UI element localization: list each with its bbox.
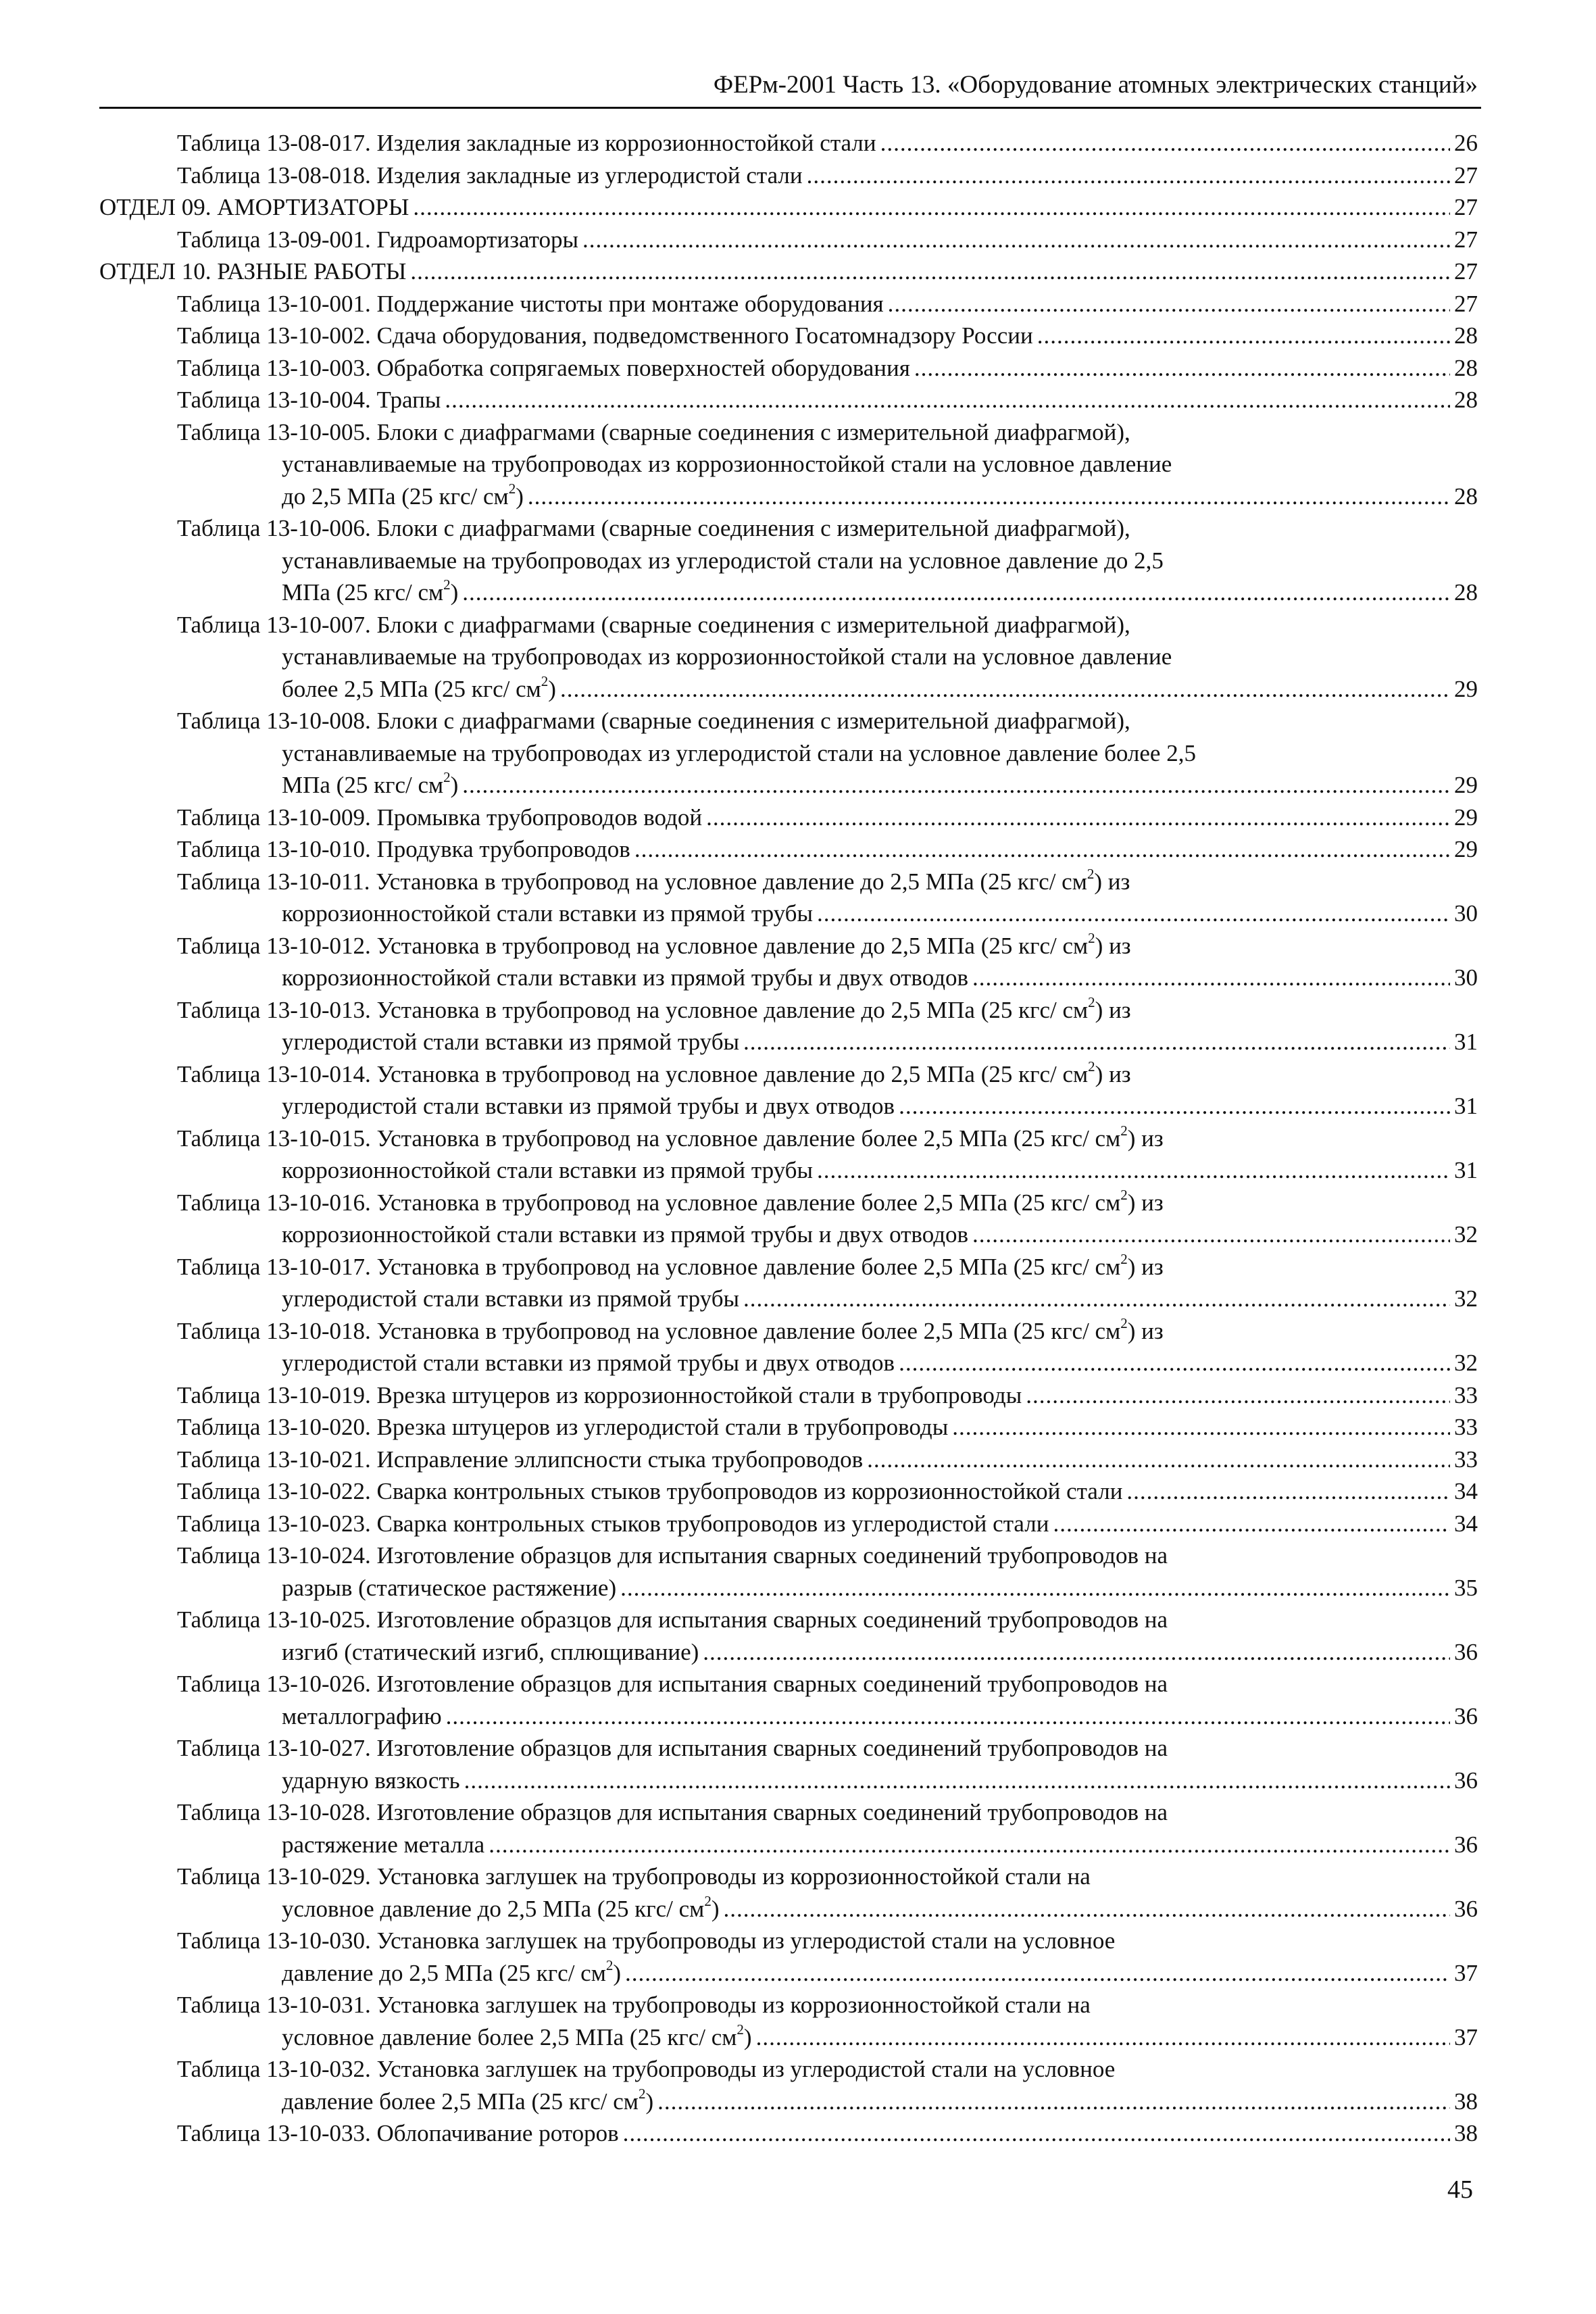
dot-leader — [867, 1444, 1450, 1476]
toc-page-number: 28 — [1454, 579, 1478, 606]
toc-entry-text: металлографию — [282, 1702, 442, 1729]
toc-entry-line — [99, 609, 1478, 641]
toc-entry-text: до 2,5 МПа (25 кгс/ $см^2$) — [282, 480, 524, 510]
table-of-contents — [99, 127, 1478, 2150]
dot-leader — [464, 1765, 1450, 1797]
toc-table-entry — [99, 930, 1478, 994]
toc-table-entry — [99, 1315, 1478, 1379]
dot-leader — [1126, 1475, 1450, 1508]
toc-entry-line — [99, 1989, 1478, 2021]
toc-page-number: 36 — [1454, 1638, 1478, 1665]
toc-page-number: 33 — [1454, 1446, 1478, 1473]
toc-entry-line — [99, 1444, 1478, 1476]
toc-entry-line — [99, 1123, 1478, 1155]
toc-entry-text: Таблица 13-10-005. Блоки с диафрагмами (сварные соединения с измерительной диафрагмой), — [177, 418, 1130, 445]
toc-table-entry — [99, 159, 1478, 192]
toc-entry-text: ОТДЕЛ 09. АМОРТИЗАТОРЫ — [99, 194, 409, 220]
toc-table-entry — [99, 1058, 1478, 1123]
toc-table-entry — [99, 1123, 1478, 1187]
toc-table-entry — [99, 2117, 1478, 2150]
toc-page-number: 27 — [1454, 290, 1478, 317]
dot-leader — [899, 1347, 1450, 1379]
dot-leader — [703, 1636, 1450, 1669]
toc-page-number: 31 — [1454, 1093, 1478, 1119]
dot-leader — [817, 1154, 1450, 1187]
toc-entry-text: Таблица 13-10-012. Установка в трубопровод на условное давление до 2,5 МПа (25 кгс/ $см^2$) из — [177, 929, 1131, 959]
toc-entry-line — [99, 2086, 1478, 2118]
toc-page-number: 38 — [1454, 2088, 1478, 2115]
toc-table-entry — [99, 866, 1478, 930]
toc-entry-line — [99, 1026, 1478, 1058]
toc-entry-line — [99, 1508, 1478, 1540]
toc-entry-text: Таблица 13-10-009. Промывка трубопроводов водой — [177, 804, 703, 831]
toc-entry-text: растяжение металла — [282, 1831, 485, 1858]
toc-entry-text: изгиб (статический изгиб, сплющивание) — [282, 1638, 699, 1665]
dot-leader — [723, 1893, 1450, 1925]
toc-entry-text: ударную вязкость — [282, 1767, 460, 1794]
toc-entry-line — [99, 641, 1478, 673]
dot-leader — [413, 191, 1450, 224]
toc-page-number: 27 — [1454, 162, 1478, 189]
toc-entry-text: Таблица 13-10-029. Установка заглушек на трубопроводы из коррозионностойкой стали на — [177, 1863, 1091, 1890]
toc-entry-line — [99, 1668, 1478, 1700]
toc-table-entry — [99, 1411, 1478, 1444]
toc-page-number: 33 — [1454, 1381, 1478, 1408]
toc-entry-text: коррозионностойкой стали вставки из прямой трубы и двух отводов — [282, 1221, 969, 1248]
toc-entry-text: Таблица 13-10-004. Трапы — [177, 387, 441, 413]
toc-entry-text: устанавливаемые на трубопроводах из коррозионностойкой стали на условное давление — [282, 451, 1172, 477]
toc-entry-text: устанавливаемые на трубопроводах из коррозионностойкой стали на условное давление — [282, 643, 1172, 670]
dot-leader — [743, 1026, 1450, 1058]
toc-entry-line — [99, 1315, 1478, 1348]
toc-page-number: 32 — [1454, 1350, 1478, 1376]
toc-entry-text: Таблица 13-10-008. Блоки с диафрагмами (сварные соединения с измерительной диафрагмой), — [177, 708, 1130, 734]
toc-table-entry — [99, 1187, 1478, 1251]
dot-leader — [620, 1572, 1450, 1604]
toc-page-number: 31 — [1454, 1157, 1478, 1183]
toc-entry-line — [99, 897, 1478, 930]
toc-entry-text: Таблица 13-10-030. Установка заглушек на трубопроводы из углеродистой стали на условное — [177, 1927, 1116, 1954]
toc-table-entry — [99, 802, 1478, 834]
toc-page-number: 34 — [1454, 1510, 1478, 1537]
toc-entry-line — [99, 255, 1478, 288]
header-rule — [99, 107, 1481, 109]
toc-page-number: 33 — [1454, 1414, 1478, 1440]
toc-entry-text: Таблица 13-10-017. Установка в трубопровод на условное давление более 2,5 МПа (25 кгс/ $см^2$) из — [177, 1250, 1164, 1280]
toc-entry-line — [99, 962, 1478, 994]
toc-entry-line — [99, 1218, 1478, 1251]
toc-entry-line — [99, 416, 1478, 449]
toc-page-number: 32 — [1454, 1221, 1478, 1248]
toc-entry-text: разрыв (статическое растяжение) — [282, 1574, 617, 1601]
toc-page-number: 29 — [1454, 675, 1478, 702]
toc-entry-line — [99, 1379, 1478, 1412]
toc-table-entry — [99, 1444, 1478, 1476]
toc-entry-line — [99, 1732, 1478, 1765]
dot-leader — [462, 576, 1450, 609]
dot-leader — [888, 288, 1450, 320]
toc-table-entry — [99, 1475, 1478, 1508]
toc-entry-text: Таблица 13-10-006. Блоки с диафрагмами (сварные соединения с измерительной диафрагмой), — [177, 515, 1130, 541]
toc-page-number: 36 — [1454, 1895, 1478, 1922]
toc-entry-line — [99, 705, 1478, 737]
toc-page-number: 38 — [1454, 2120, 1478, 2146]
toc-page-number: 37 — [1454, 1959, 1478, 1986]
toc-entry-text: Таблица 13-10-031. Установка заглушек на трубопроводы из коррозионностойкой стали на — [177, 1992, 1091, 2018]
toc-entry-text: давление более 2,5 МПа (25 кгс/ $см^2$) — [282, 2085, 654, 2115]
dot-leader — [899, 1090, 1450, 1123]
toc-table-entry — [99, 224, 1478, 256]
dot-leader — [446, 1700, 1450, 1733]
toc-entry-line — [99, 352, 1478, 385]
dot-leader — [634, 833, 1450, 866]
dot-leader — [462, 769, 1450, 802]
toc-table-entry — [99, 1604, 1478, 1668]
toc-entry-text: МПа (25 кгс/ $см^2$) — [282, 769, 459, 798]
dot-leader — [807, 159, 1450, 192]
toc-entry-line — [99, 802, 1478, 834]
toc-page-number: 27 — [1454, 194, 1478, 220]
toc-entry-text: Таблица 13-10-026. Изготовление образцов для испытания сварных соединений трубопроводов на — [177, 1671, 1168, 1697]
toc-entry-line — [99, 1893, 1478, 1925]
toc-table-entry — [99, 352, 1478, 385]
toc-entry-line — [99, 1925, 1478, 1957]
toc-entry-line — [99, 288, 1478, 320]
toc-entry-text: более 2,5 МПа (25 кгс/ $см^2$) — [282, 672, 556, 702]
toc-entry-line — [99, 1861, 1478, 1893]
toc-page-number: 28 — [1454, 483, 1478, 510]
toc-entry-text: Таблица 13-10-001. Поддержание чистоты при монтаже оборудования — [177, 290, 884, 317]
toc-entry-text: устанавливаемые на трубопроводах из углеродистой стали на условное давление более 2,5 — [282, 739, 1196, 766]
toc-entry-line — [99, 866, 1478, 898]
toc-entry-text: Таблица 13-10-033. Облопачивание роторов — [177, 2120, 619, 2146]
toc-table-entry — [99, 288, 1478, 320]
dot-leader — [1053, 1508, 1450, 1540]
toc-entry-text: Таблица 13-10-028. Изготовление образцов для испытания сварных соединений трубопроводов на — [177, 1799, 1168, 1825]
dot-leader — [625, 1957, 1450, 1990]
toc-table-entry — [99, 1861, 1478, 1925]
toc-page-number: 26 — [1454, 130, 1478, 156]
running-header: ФЕРм-2001 Часть 13. «Оборудование атомных электрических станций» — [713, 71, 1478, 99]
toc-page-number: 37 — [1454, 2023, 1478, 2050]
dot-leader — [914, 352, 1450, 385]
toc-entry-text: Таблица 13-10-007. Блоки с диафрагмами (сварные соединения с измерительной диафрагмой), — [177, 611, 1130, 638]
toc-entry-line — [99, 1636, 1478, 1669]
toc-page-number: 31 — [1454, 1029, 1478, 1055]
toc-entry-text: Таблица 13-10-027. Изготовление образцов для испытания сварных соединений трубопроводов на — [177, 1735, 1168, 1761]
toc-table-entry — [99, 1989, 1478, 2053]
toc-table-entry — [99, 127, 1478, 159]
toc-table-entry — [99, 1508, 1478, 1540]
toc-entry-line — [99, 1957, 1478, 1990]
toc-entry-line — [99, 1058, 1478, 1091]
toc-entry-line — [99, 1796, 1478, 1829]
toc-entry-text: ОТДЕЛ 10. РАЗНЫЕ РАБОТЫ — [99, 258, 407, 285]
toc-entry-line — [99, 1700, 1478, 1733]
toc-entry-line — [99, 2021, 1478, 2054]
toc-entry-text: Таблица 13-10-003. Обработка сопрягаемых поверхностей оборудования — [177, 354, 910, 381]
toc-entry-line — [99, 1283, 1478, 1315]
dot-leader — [1037, 320, 1450, 352]
toc-entry-line — [99, 994, 1478, 1027]
toc-entry-text: Таблица 13-10-014. Установка в трубопровод на условное давление до 2,5 МПа (25 кгс/ $см^2$) из — [177, 1058, 1131, 1087]
toc-entry-line — [99, 384, 1478, 416]
toc-entry-text: Таблица 13-08-017. Изделия закладные из коррозионностойкой стали — [177, 130, 876, 156]
toc-entry-line — [99, 1765, 1478, 1797]
toc-table-entry — [99, 416, 1478, 513]
dot-leader — [880, 127, 1450, 159]
toc-entry-text: Таблица 13-08-018. Изделия закладные из углеродистой стали — [177, 162, 803, 189]
dot-leader — [743, 1283, 1450, 1315]
toc-section-entry — [99, 191, 1478, 224]
toc-entry-line — [99, 833, 1478, 866]
toc-entry-line — [99, 159, 1478, 192]
toc-table-entry — [99, 512, 1478, 609]
toc-entry-line — [99, 1347, 1478, 1379]
page-number: 45 — [1447, 2175, 1473, 2204]
toc-page-number: 28 — [1454, 322, 1478, 349]
toc-page-number: 36 — [1454, 1831, 1478, 1858]
toc-entry-text: МПа (25 кгс/ $см^2$) — [282, 576, 459, 606]
toc-entry-line — [99, 1090, 1478, 1123]
toc-entry-line — [99, 448, 1478, 481]
toc-entry-line — [99, 673, 1478, 706]
toc-entry-text: устанавливаемые на трубопроводах из углеродистой стали на условное давление до 2,5 — [282, 547, 1164, 574]
toc-table-entry — [99, 1668, 1478, 1732]
toc-entry-text: углеродистой стали вставки из прямой трубы — [282, 1029, 740, 1055]
toc-entry-line — [99, 1604, 1478, 1636]
dot-leader — [756, 2021, 1450, 2054]
toc-entry-text: Таблица 13-10-018. Установка в трубопровод на условное давление более 2,5 МПа (25 кгс/ $см^2$) из — [177, 1314, 1164, 1344]
toc-page-number: 32 — [1454, 1285, 1478, 1312]
dot-leader — [582, 224, 1450, 256]
toc-entry-line — [99, 1540, 1478, 1572]
toc-entry-text: коррозионностойкой стали вставки из прямой трубы и двух отводов — [282, 964, 969, 991]
toc-table-entry — [99, 1540, 1478, 1604]
toc-section-entry — [99, 255, 1478, 288]
toc-table-entry — [99, 1796, 1478, 1861]
toc-entry-text: Таблица 13-10-011. Установка в трубопровод на условное давление до 2,5 МПа (25 кгс/ $см^2$) из — [177, 865, 1130, 895]
toc-page-number: 28 — [1454, 354, 1478, 381]
toc-entry-text: Таблица 13-10-025. Изготовление образцов для испытания сварных соединений трубопроводов на — [177, 1606, 1168, 1633]
toc-page-number: 28 — [1454, 387, 1478, 413]
toc-entry-line — [99, 545, 1478, 577]
toc-entry-line — [99, 1187, 1478, 1219]
toc-entry-line — [99, 737, 1478, 770]
toc-page-number: 36 — [1454, 1767, 1478, 1794]
toc-entry-line — [99, 1572, 1478, 1604]
toc-page-number: 30 — [1454, 900, 1478, 927]
toc-entry-text: Таблица 13-10-010. Продувка трубопроводов — [177, 836, 630, 862]
dot-leader — [972, 962, 1450, 994]
toc-entry-text: условное давление более 2,5 МПа (25 кгс/ $см^2$) — [282, 2021, 752, 2050]
toc-table-entry — [99, 2053, 1478, 2117]
toc-entry-text: коррозионностойкой стали вставки из прямой трубы — [282, 900, 813, 927]
toc-page-number: 30 — [1454, 964, 1478, 991]
toc-entry-line — [99, 224, 1478, 256]
toc-table-entry — [99, 609, 1478, 706]
toc-entry-line — [99, 1251, 1478, 1283]
toc-page-number: 35 — [1454, 1574, 1478, 1601]
toc-page-number: 29 — [1454, 804, 1478, 831]
toc-entry-line — [99, 769, 1478, 802]
toc-entry-text: углеродистой стали вставки из прямой трубы и двух отводов — [282, 1093, 895, 1119]
toc-table-entry — [99, 1251, 1478, 1315]
toc-entry-line — [99, 576, 1478, 609]
dot-leader — [623, 2117, 1450, 2150]
toc-entry-text: углеродистой стали вставки из прямой трубы и двух отводов — [282, 1350, 895, 1376]
toc-page-number: 27 — [1454, 226, 1478, 253]
toc-entry-text: Таблица 13-10-024. Изготовление образцов для испытания сварных соединений трубопроводов на — [177, 1542, 1168, 1569]
toc-entry-text: коррозионностойкой стали вставки из прямой трубы — [282, 1157, 813, 1183]
dot-leader — [410, 255, 1450, 288]
toc-page-number: 29 — [1454, 772, 1478, 798]
toc-table-entry — [99, 994, 1478, 1058]
dot-leader — [1026, 1379, 1450, 1412]
toc-table-entry — [99, 1732, 1478, 1796]
dot-leader — [560, 673, 1450, 706]
toc-table-entry — [99, 705, 1478, 802]
toc-entry-line — [99, 512, 1478, 545]
toc-entry-line — [99, 127, 1478, 159]
toc-entry-text: условное давление до 2,5 МПа (25 кгс/ $см^2$) — [282, 1892, 720, 1922]
toc-entry-text: Таблица 13-09-001. Гидроамортизаторы — [177, 226, 578, 253]
dot-leader — [445, 384, 1450, 416]
toc-entry-line — [99, 320, 1478, 352]
toc-entry-text: углеродистой стали вставки из прямой трубы — [282, 1285, 740, 1312]
toc-entry-text: Таблица 13-10-019. Врезка штуцеров из коррозионностойкой стали в трубопроводы — [177, 1381, 1022, 1408]
dot-leader — [817, 897, 1450, 930]
toc-page-number: 29 — [1454, 836, 1478, 862]
toc-entry-line — [99, 1475, 1478, 1508]
toc-table-entry — [99, 1925, 1478, 1989]
dot-leader — [952, 1411, 1450, 1444]
toc-entry-text: давление до 2,5 МПа (25 кгс/ $см^2$) — [282, 1956, 622, 1986]
dot-leader — [972, 1218, 1450, 1251]
toc-entry-text: Таблица 13-10-023. Сварка контрольных стыков трубопроводов из углеродистой стали — [177, 1510, 1049, 1537]
toc-entry-text: Таблица 13-10-002. Сдача оборудования, подведомственного Госатомнадзору России — [177, 322, 1033, 349]
toc-entry-text: Таблица 13-10-021. Исправление эллипсности стыка трубопроводов — [177, 1446, 864, 1473]
toc-table-entry — [99, 833, 1478, 866]
toc-entry-text: Таблица 13-10-013. Установка в трубопровод на условное давление до 2,5 МПа (25 кгс/ $см^2$) из — [177, 993, 1131, 1023]
dot-leader — [489, 1829, 1450, 1861]
toc-entry-line — [99, 1154, 1478, 1187]
toc-table-entry — [99, 320, 1478, 352]
toc-page-number: 34 — [1454, 1478, 1478, 1504]
toc-entry-text: Таблица 13-10-020. Врезка штуцеров из углеродистой стали в трубопроводы — [177, 1414, 949, 1440]
toc-page-number: 36 — [1454, 1702, 1478, 1729]
dot-leader — [528, 481, 1450, 513]
dot-leader — [657, 2086, 1450, 2118]
toc-entry-line — [99, 2117, 1478, 2150]
toc-entry-line — [99, 2053, 1478, 2086]
toc-entry-line — [99, 1829, 1478, 1861]
dot-leader — [706, 802, 1450, 834]
toc-entry-line — [99, 930, 1478, 962]
toc-entry-line — [99, 481, 1478, 513]
toc-entry-text: Таблица 13-10-032. Установка заглушек на трубопроводы из углеродистой стали на условное — [177, 2056, 1116, 2082]
toc-entry-text: Таблица 13-10-022. Сварка контрольных стыков трубопроводов из коррозионностойкой стали — [177, 1478, 1123, 1504]
toc-entry-line — [99, 1411, 1478, 1444]
toc-table-entry — [99, 1379, 1478, 1412]
toc-entry-line — [99, 191, 1478, 224]
toc-entry-text: Таблица 13-10-016. Установка в трубопровод на условное давление более 2,5 МПа (25 кгс/ $см^2$) из — [177, 1186, 1164, 1216]
toc-table-entry — [99, 384, 1478, 416]
toc-page-number: 27 — [1454, 258, 1478, 285]
toc-entry-text: Таблица 13-10-015. Установка в трубопровод на условное давление более 2,5 МПа (25 кгс/ $см^2$) из — [177, 1122, 1164, 1152]
